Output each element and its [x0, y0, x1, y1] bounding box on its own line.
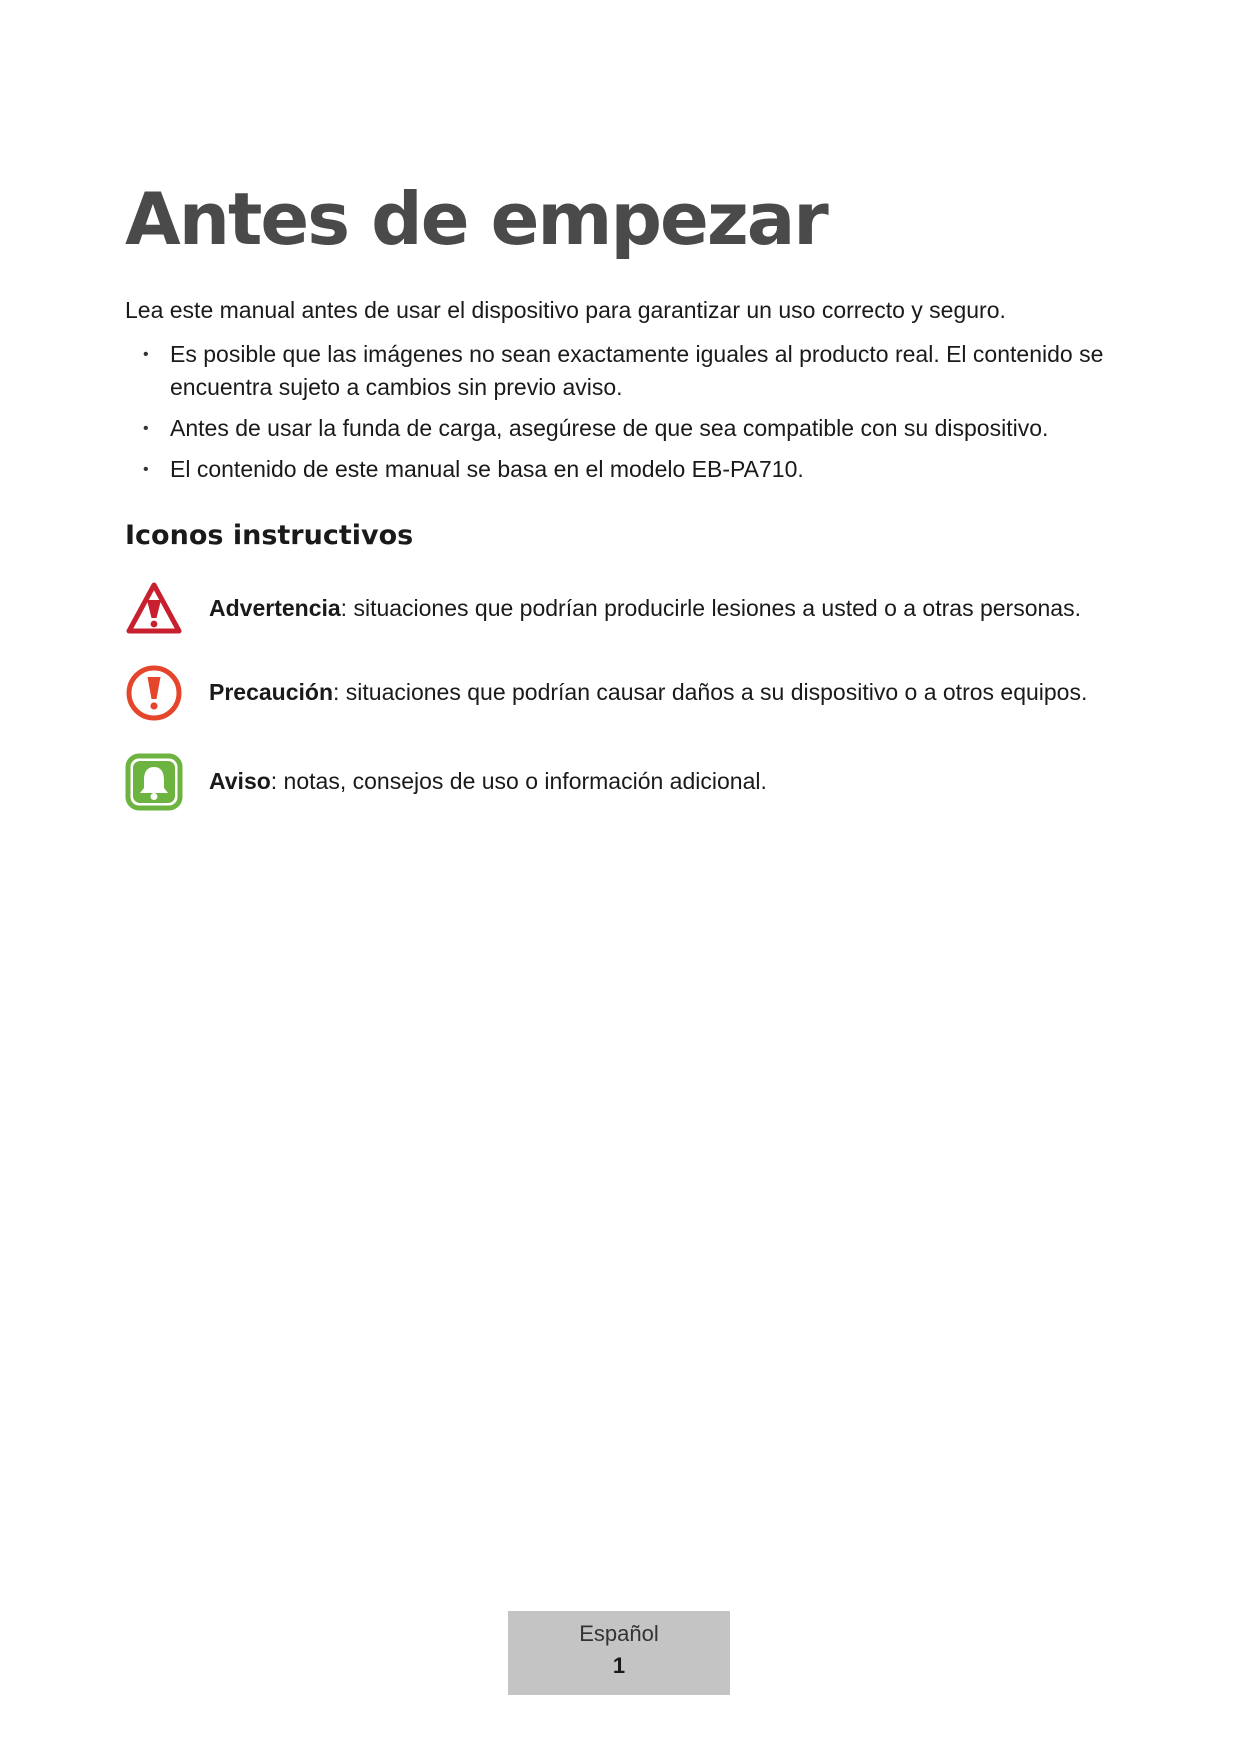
bullet-dot: •: [143, 420, 149, 437]
page-footer: [508, 1611, 730, 1695]
icon-separator: :: [333, 679, 340, 705]
icon-label: Advertencia: [209, 595, 341, 621]
icon-description: [209, 766, 767, 796]
footer-language: Español: [579, 1621, 659, 1646]
notice-bell-icon: [125, 753, 183, 811]
bullet-dot: •: [143, 461, 149, 478]
list-item: [125, 412, 1125, 445]
icon-row-caution: [125, 664, 1125, 724]
icon-text: notas, consejos de uso o información adicional.: [277, 768, 767, 794]
icon-separator: :: [340, 595, 348, 621]
bullet-list: [125, 338, 1125, 494]
list-item: [125, 453, 1125, 486]
page-title: Antes de empezar: [125, 177, 827, 261]
page-number: 1: [612, 1653, 626, 1678]
bullet-text: Antes de usar la funda de carga, asegúrese de que sea compatible con su dispositivo.: [170, 415, 1049, 441]
warning-triangle-icon: [125, 580, 183, 638]
list-item: [125, 338, 1125, 404]
icon-label: Precaución: [209, 679, 333, 705]
icon-separator: :: [270, 768, 278, 794]
caution-circle-icon: [125, 664, 183, 722]
icon-label: Aviso: [209, 768, 271, 794]
bullet-text: Es posible que las imágenes no sean exactamente iguales al producto real. El contenido se encuentra sujeto a cambios sin previo aviso.: [170, 341, 1104, 400]
icon-text: situaciones que podrían producirle lesiones a usted o a otras personas.: [347, 595, 1081, 621]
icon-description: [209, 593, 1081, 623]
icon-row-warning: [125, 580, 1125, 640]
icon-text: situaciones que podrían causar daños a su dispositivo o a otros equipos.: [339, 679, 1088, 705]
section-title: Iconos instructivos: [125, 520, 414, 551]
bullet-dot: •: [143, 346, 149, 363]
icon-description: [209, 677, 1087, 707]
icon-row-notice: [125, 753, 1125, 813]
bullet-text: El contenido de este manual se basa en el modelo EB-PA710.: [170, 456, 804, 482]
intro-paragraph: Lea este manual antes de usar el dispositivo para garantizar un uso correcto y seguro.: [125, 297, 1006, 323]
